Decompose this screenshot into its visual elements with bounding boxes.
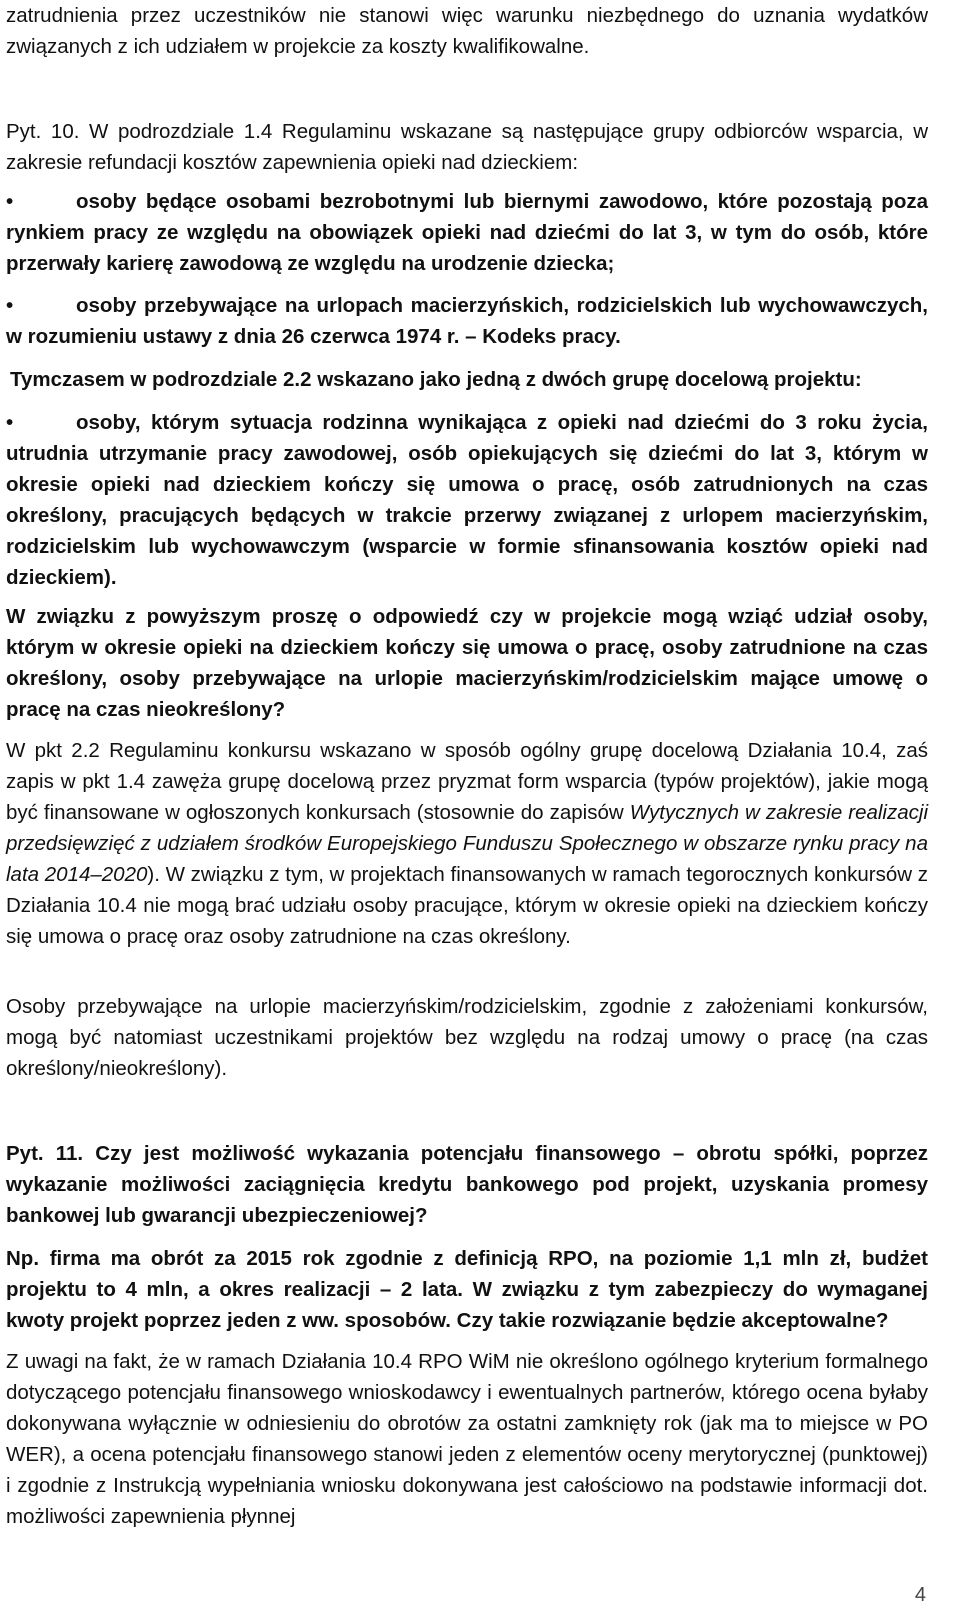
tymczasem-paragraph: Tymczasem w podrozdziale 2.2 wskazano jako jedną z dwóch grupę docelową projektu:	[10, 368, 862, 391]
question-10-intro: Pyt. 10. W podrozdziale 1.4 Regulaminu wskazane są następujące grupy odbiorców wsparcia, w zakresie refundacji kosztów zapewnienia opieki nad dzieckiem:	[6, 120, 928, 174]
answer-10-text-a: W pkt 2.2 Regulaminu konkursu wskazano w sposób ogólny grupę docelową Działania 10.4, zaś zapis w pkt 1.4 zawęża grupę docelową przez pryzmat form wsparcia (typów projektów), jakie mogą być finansowane w ogłoszonych konkursach (stosownie do zapisów	[6, 739, 928, 824]
bullet-marker: •	[6, 411, 14, 434]
bullet-text: osoby będące osobami bezrobotnymi lub biernymi zawodowo, które pozostają poza rynkiem pracy ze względu na obowiązek opieki nad dziećmi do lat 3, w tym do osób, które przerwały karierę zawodową ze względu na urodzenie dziecka;	[6, 190, 928, 275]
question-11-text: Pyt. 11. Czy jest możliwość wykazania potencjału finansowego – obrotu spółki, poprzez wykazanie możliwości zaciągnięcia kredytu bankowego pod projekt, uzyskania promesy bankowej lub gwarancji ubezpieczeniowej?	[6, 1142, 928, 1227]
answer-10-paragraph-2: Osoby przebywające na urlopie macierzyńskim/rodzicielskim, zgodnie z założeniami konkursów, mogą być natomiast uczestnikami projektów bez względu na rodzaj umowy o pracę (na czas określony/nieokreślony).	[6, 995, 928, 1080]
bullet-item-1	[6, 186, 928, 279]
answer-10-text-b: ). W związku z tym, w projektach finansowanych w ramach tegorocznych konkursów z Działania 10.4 nie mogą brać udziału osoby pracujące, którym w okresie opieki na dzieckiem kończy się umowa o pracę oraz osoby zatrudnione na czas określony.	[6, 863, 928, 948]
bullet-marker: •	[6, 294, 14, 317]
bullet-item-2	[6, 290, 928, 352]
page-number: 4	[914, 1584, 926, 1606]
answer-10-paragraph-1	[6, 735, 928, 952]
answer-10-italic-title: Wytycznych w zakresie realizacji przedsięwzięć z udziałem środków Europejskiego Funduszu Społecznego w obszarze rynku pracy na lata 2014–2020	[6, 801, 929, 886]
bullet-text: osoby przebywające na urlopach macierzyńskich, rodzicielskich lub wychowawczych, w rozumieniu ustawy z dnia 26 czerwca 1974 r. – Kodeks pracy.	[6, 294, 928, 348]
question-11-example: Np. firma ma obrót za 2015 rok zgodnie z definicją RPO, na poziomie 1,1 mln zł, budżet projektu to 4 mln, a okres realizacji – 2 lata. W związku z tym zabezpieczy do wymaganej kwoty projekt poprzez jeden z ww. sposobów. Czy takie rozwiązanie będzie akceptowalne?	[6, 1247, 928, 1332]
paragraph-continuation: zatrudnienia przez uczestników nie stanowi więc warunku niezbędnego do uznania wydatków związanych z ich udziałem w projekcie za koszty kwalifikowalne.	[6, 4, 928, 58]
bullet-item-3	[6, 407, 928, 593]
bullet-marker: •	[6, 190, 14, 213]
answer-11-paragraph: Z uwagi na fakt, że w ramach Działania 10.4 RPO WiM nie określono ogólnego kryterium formalnego dotyczącego potencjału finansowego wnioskodawcy i ewentualnych partnerów, którego ocena byłaby dokonywana wyłącznie w odniesieniu do obrotów za ostatni zamknięty rok (jak ma to miejsce w PO WER), a ocena potencjału finansowego stanowi jeden z elementów oceny merytorycznej (punktowej) i zgodnie z Instrukcją wypełniania wniosku dokonywana jest całościowo na podstawie informacji dot. możliwości zapewnienia płynnej	[6, 1350, 928, 1528]
question-10-text: W związku z powyższym proszę o odpowiedź czy w projekcie mogą wziąć udział osoby, którym w okresie opieki na dzieckiem kończy się umowa o pracę, osoby zatrudnione na czas określony, osoby przebywające na urlopie macierzyńskim/rodzicielskim mające umowę o pracę na czas nieokreślony?	[6, 605, 928, 721]
bullet-text: osoby, którym sytuacja rodzinna wynikająca z opieki nad dziećmi do 3 roku życia, utrudnia utrzymanie pracy zawodowej, osób opiekujących się dziećmi do lat 3, którym w okresie opieki nad dzieckiem kończy się umowa o pracę, osób zatrudnionych na czas określony, pracujących będących w trakcie przerwy związanej z urlopem macierzyńskim, rodzicielskim lub wychowawczym (wsparcie w formie sfinansowania kosztów opieki nad dzieckiem).	[6, 411, 928, 589]
